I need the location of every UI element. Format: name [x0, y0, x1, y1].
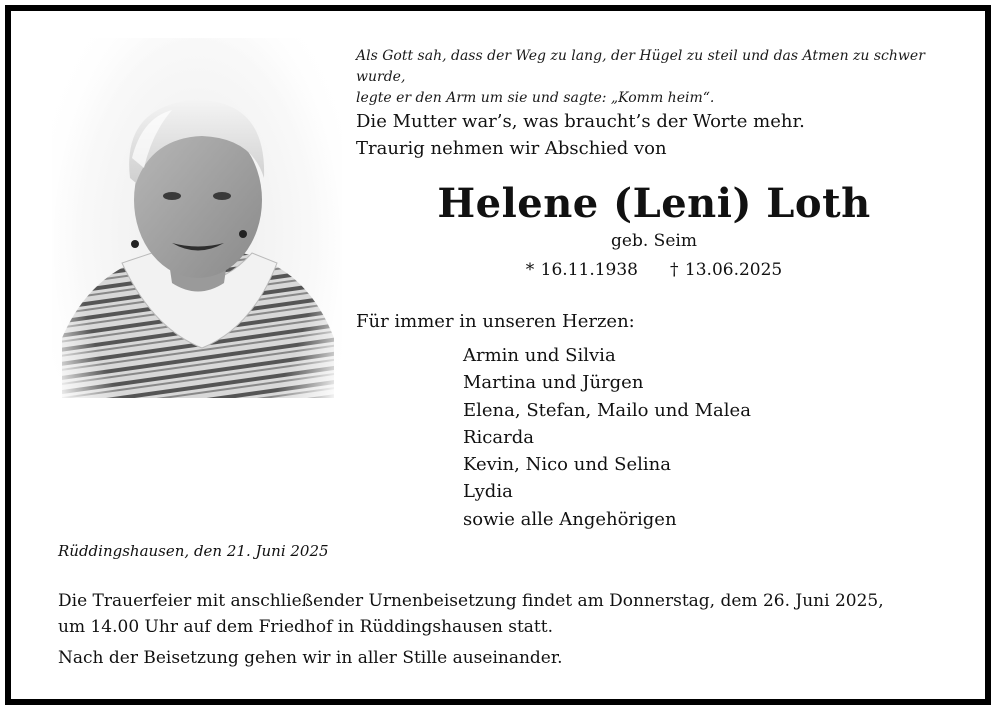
funeral-line-3: Nach der Beisetzung gehen wir in aller Stille auseinander.: [58, 648, 563, 668]
quote-line-2: legte er den Arm um sie und sagte: „Komm heim“.: [356, 90, 715, 106]
mourner-item: Lydia: [463, 481, 513, 503]
maiden-name: geb. Seim: [611, 231, 697, 251]
quote-line-1: Als Gott sah, dass der Weg zu lang, der Hügel zu steil und das Atmen zu schwer wurde,: [356, 48, 925, 85]
mourner-item: Elena, Stefan, Mailo und Malea: [463, 399, 751, 421]
intro-text: [356, 108, 805, 162]
intro-line-2: Traurig nehmen wir Abschied von: [356, 138, 667, 159]
place-date: Rüddingshausen, den 21. Juni 2025: [58, 542, 329, 560]
portrait-photo: [52, 38, 342, 526]
quote: [356, 46, 976, 109]
life-dates: [356, 260, 952, 280]
intro-line-1: Die Mutter war’s, was braucht’s der Worte mehr.: [356, 111, 805, 132]
funeral-line-1: Die Trauerfeier mit anschließender Urnenbeisetzung findet am Donnerstag, dem 26. Juni 2025,: [58, 591, 884, 611]
funeral-line-2: um 14.00 Uhr auf dem Friedhof in Rüddingshausen statt.: [58, 617, 554, 637]
mourner-item: Kevin, Nico und Selina: [463, 454, 671, 476]
birth-date: * 16.11.1938: [525, 260, 638, 280]
mourner-item: Ricarda: [463, 426, 534, 448]
mourners-heading: Für immer in unseren Herzen:: [356, 311, 635, 332]
mourner-item: Armin und Silvia: [463, 345, 616, 366]
mourners-list: [463, 342, 751, 533]
death-date: † 13.06.2025: [670, 260, 783, 280]
mourner-item: Martina und Jürgen: [463, 372, 644, 394]
mourner-item: sowie alle Angehörigen: [463, 508, 677, 530]
funeral-notice: [58, 588, 958, 640]
deceased-name: Helene (Leni) Loth: [437, 180, 871, 227]
